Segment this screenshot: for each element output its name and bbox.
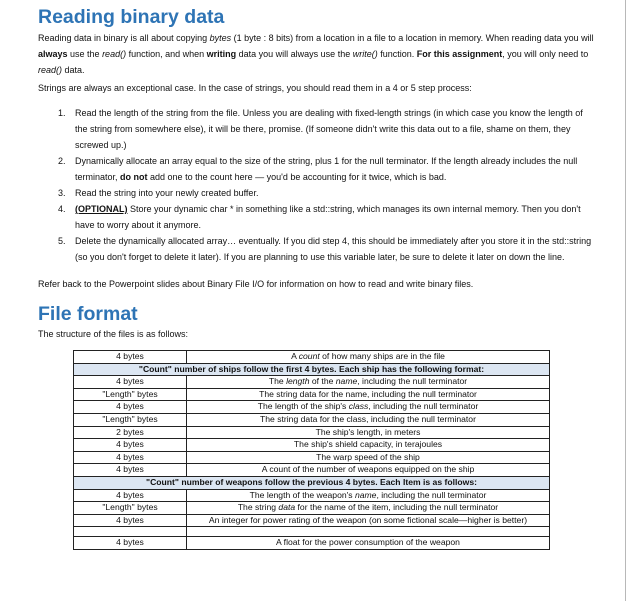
table-cell-description: The string data for the name of the item, including the null terminator (187, 502, 550, 515)
table-cell-description: The length of the ship's class, including the null terminator (187, 401, 550, 414)
string-steps-list (58, 105, 592, 265)
table-row (74, 489, 550, 502)
list-text: add one to the count here — you'd be accounting for it twice, which is bad. (147, 172, 447, 182)
page-edge-rule (625, 0, 626, 601)
text-span: writing (206, 49, 237, 59)
table-row (74, 537, 550, 550)
text-span: , you will only need to (502, 49, 589, 59)
table-cell-description: A float for the power consumption of the weapon (187, 537, 550, 550)
table-row (74, 388, 550, 401)
table-row (74, 439, 550, 452)
table-cell-size: "Length" bytes (74, 502, 187, 515)
list-text: Read the string into your newly created buffer. (75, 188, 259, 198)
text-span: data you will always use the (236, 49, 353, 59)
text-span: write() (352, 49, 378, 59)
table-row (74, 451, 550, 464)
table-row (74, 351, 550, 364)
table-cell-empty (187, 527, 550, 537)
file-format-table (73, 350, 550, 550)
table-row (74, 376, 550, 389)
list-item (58, 185, 592, 201)
table-header-cell: "Count" number of weapons follow the previous 4 bytes. Each Item is as follows: (74, 476, 550, 489)
intro-paragraph (38, 30, 598, 78)
text-span: function. (377, 49, 417, 59)
table-row (74, 514, 550, 527)
text-span: use the (67, 49, 103, 59)
table-cell-size: 4 bytes (74, 401, 187, 414)
list-text: Store your dynamic char * in something like a std::string, which manages its own internal memory. Then you don't have to worry about it anymore. (75, 204, 581, 230)
table-cell-description: The ship's shield capacity, in terajoules (187, 439, 550, 452)
table-section-header (74, 363, 550, 376)
text-span: function, and when (126, 49, 207, 59)
list-number: 4. (58, 204, 66, 214)
text-span: always (38, 49, 68, 59)
table-cell-description: A count of the number of weapons equipped on the ship (187, 464, 550, 477)
table-cell-size: "Length" bytes (74, 413, 187, 426)
heading-reading-binary-data: Reading binary data (38, 6, 225, 28)
heading-file-format: File format (38, 303, 138, 325)
table-cell-size: 4 bytes (74, 351, 187, 364)
list-number: 3. (58, 188, 66, 198)
table-cell-description: The string data for the name, including the null terminator (187, 388, 550, 401)
refer-paragraph: Refer back to the Powerpoint slides about Binary File I/O for information on how to read and write binary files. (38, 279, 474, 289)
table-cell-description: The length of the name, including the null terminator (187, 376, 550, 389)
text-span: read() (102, 49, 127, 59)
table-header-cell: "Count" number of ships follow the first 4 bytes. Each ship has the following format: (74, 363, 550, 376)
table-cell-description: The string data for the class, including the null terminator (187, 413, 550, 426)
table-cell-description: An integer for power rating of the weapon (on some fictional scale—higher is better) (187, 514, 550, 527)
list-item (58, 153, 592, 185)
table-cell-size: 4 bytes (74, 514, 187, 527)
text-span: data. (62, 65, 85, 75)
table-cell-description: The ship's length, in meters (187, 426, 550, 439)
table-cell-size: 4 bytes (74, 489, 187, 502)
table-row (74, 464, 550, 477)
table-row (74, 401, 550, 414)
text-span: read() (38, 65, 63, 75)
list-item (58, 233, 592, 265)
list-number: 5. (58, 236, 66, 246)
table-cell-description: The length of the weapon's name, including the null terminator (187, 489, 550, 502)
text-span: Reading data in binary is all about copying (38, 33, 210, 43)
optional-label: (OPTIONAL) (75, 204, 128, 214)
table-cell-size: 4 bytes (74, 451, 187, 464)
list-number: 1. (58, 108, 66, 118)
table-cell-size: "Length" bytes (74, 388, 187, 401)
table-cell-size: 2 bytes (74, 426, 187, 439)
table-row (74, 426, 550, 439)
list-text: Delete the dynamically allocated array… eventually. If you did step 4, this should be immediately after you store it in the std::string (so you don't forget to delete it later). If you are planning to use this variable later, be sure to delete it later on down the line. (75, 236, 592, 262)
text-span: For this assignment (416, 49, 503, 59)
table-spacer-row (74, 527, 550, 537)
list-item (58, 201, 592, 233)
table-cell-description: The warp speed of the ship (187, 451, 550, 464)
table-cell-description: A count of how many ships are in the file (187, 351, 550, 364)
list-text: Dynamically allocate an array equal to the size of the string, plus 1 for the null terminator. If the length already includes the null terminator, (75, 156, 578, 182)
list-text: Read the length of the string from the file. Unless you are dealing with fixed-length strings (in which case you know the length of the string from somewhere else), it will be there, promise. (If someone didn't write this data out to a file, shame on them, they screwed up.) (75, 108, 583, 150)
strings-paragraph: Strings are always an exceptional case. In the case of strings, you should read them in a 4 or 5 step process: (38, 83, 472, 93)
list-number: 2. (58, 156, 66, 166)
structure-paragraph: The structure of the files is as follows: (38, 329, 189, 339)
table-cell-size: 4 bytes (74, 537, 187, 550)
table-cell-size: 4 bytes (74, 439, 187, 452)
list-item (58, 105, 592, 153)
table-row (74, 502, 550, 515)
text-span: (1 byte : 8 bits) from a location in a file to a location in memory. When reading data you will (231, 33, 594, 43)
text-span: bytes (209, 33, 232, 43)
table-row (74, 413, 550, 426)
list-text-bold: do not (120, 172, 148, 182)
table-cell-empty (74, 527, 187, 537)
table-section-header (74, 476, 550, 489)
table-cell-size: 4 bytes (74, 376, 187, 389)
table-cell-size: 4 bytes (74, 464, 187, 477)
